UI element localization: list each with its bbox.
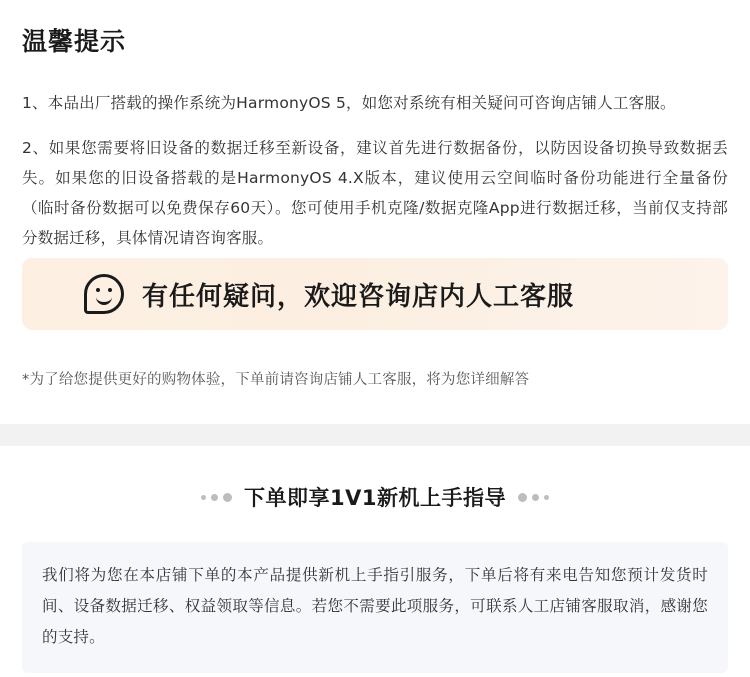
- customer-service-banner: [22, 258, 728, 330]
- section-divider: [0, 424, 750, 446]
- section-heading-text: 下单即享1V1新机上手指导: [244, 486, 506, 510]
- smiley-eye-left: [96, 288, 100, 292]
- section-heading: [0, 446, 750, 512]
- smiley-eye-right: [108, 288, 112, 292]
- guidance-description: 我们将为您在本店铺下单的本产品提供新机上手指引服务，下单后将有来电告知您预计发货时间、设备数据迁移、权益领取等信息。若您不需要此项服务，可联系人工店铺客服取消，感谢您的支持。: [22, 542, 728, 673]
- notice-list: [0, 58, 750, 253]
- dots-left-icon: [201, 493, 232, 502]
- page-title: 温馨提示: [22, 27, 127, 56]
- notice-item-2: 2、如果您需要将旧设备的数据迁移至新设备，建议首先进行数据备份，以防因设备切换导致数据丢失。如果您的旧设备搭载的是HarmonyOS 4.X版本，建议使用云空间临时备份功能进行全量备份（临时备份数据可以免费保存60天）。您可使用手机克隆/数据克隆App进行数据迁移，当前仅支持部分数据迁移，具体情况请咨询客服。: [22, 139, 728, 247]
- banner-text: 有任何疑问，欢迎咨询店内人工客服: [142, 281, 575, 312]
- smiley-face-icon: [84, 274, 124, 314]
- guidance-section: [0, 446, 750, 677]
- footnote-text: *为了给您提供更好的购物体验，下单前请咨询店铺人工客服，将为您详细解答: [22, 372, 530, 388]
- dots-right-icon: [518, 493, 549, 502]
- notice-block: [0, 0, 750, 259]
- notice-item-1: 1、本品出厂搭载的操作系统为HarmonyOS 5，如您对系统有相关疑问可咨询店铺人工客服。: [22, 93, 676, 112]
- smiley-mouth: [96, 294, 112, 305]
